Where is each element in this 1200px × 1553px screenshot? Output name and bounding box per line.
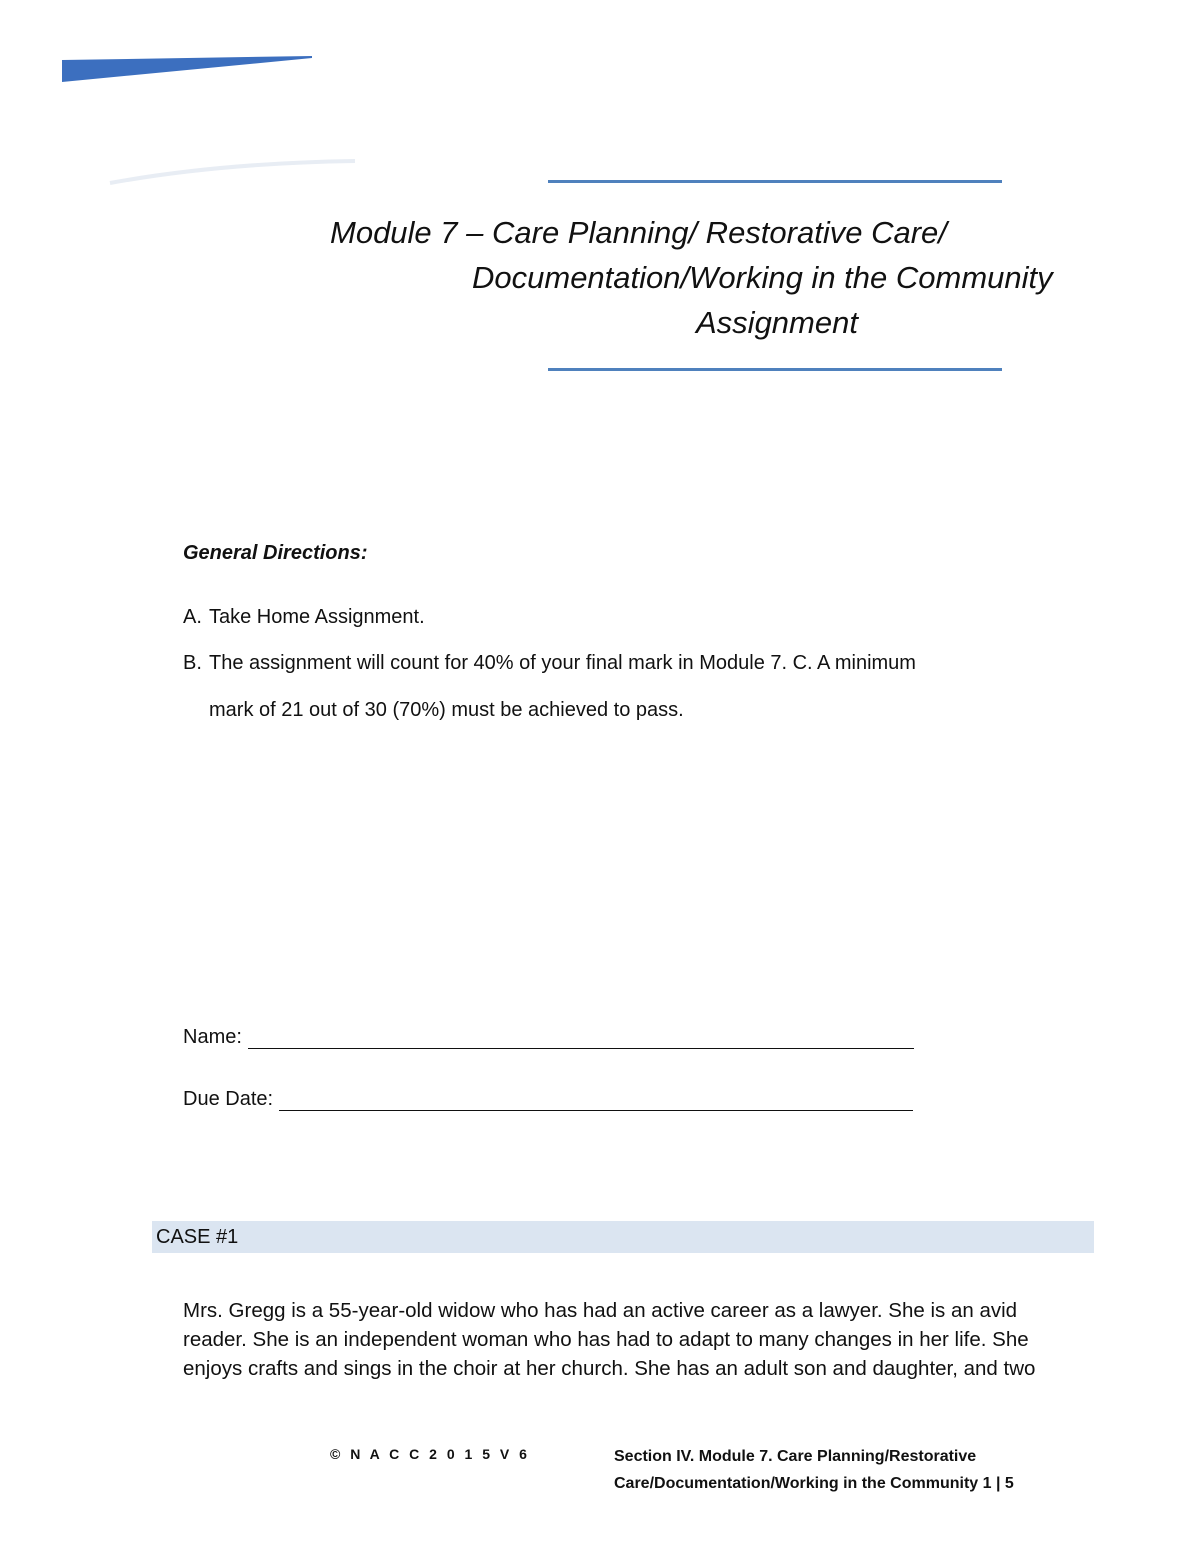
direction-a-text: Take Home Assignment.: [209, 606, 425, 628]
footer-section-info: [614, 1443, 1014, 1497]
due-date-label: Due Date:: [183, 1088, 274, 1110]
due-date-blank-line[interactable]: [279, 1088, 913, 1111]
case-line: enjoys crafts and sings in the choir at her church. She has an adult son and daughter, and two: [183, 1357, 1036, 1380]
direction-item-a: [183, 606, 425, 629]
direction-a-marker: A.: [183, 606, 202, 628]
direction-item-b: [183, 652, 916, 675]
direction-b-continuation: mark of 21 out of 30 (70%) must be achieved to pass.: [209, 699, 684, 721]
name-label: Name:: [183, 1026, 242, 1048]
case-heading: CASE #1: [156, 1226, 239, 1248]
document-title: [300, 210, 1180, 345]
footer-section-line-1: Section IV. Module 7. Care Planning/Restorative: [614, 1448, 977, 1465]
name-field-row: [183, 1026, 914, 1049]
case-description: [183, 1296, 1083, 1383]
general-directions-heading: General Directions:: [183, 542, 368, 564]
case-line: reader. She is an independent woman who has had to adapt to many changes in her life. She: [183, 1328, 1029, 1351]
title-line-3: Assignment: [696, 305, 858, 340]
logo-faint-swoosh: [100, 155, 360, 187]
footer-copyright: © N A C C 2 0 1 5 V 6: [330, 1446, 530, 1462]
footer-section-line-2: Care/Documentation/Working in the Community 1 | 5: [614, 1475, 1014, 1492]
title-line-2: Documentation/Working in the Community: [472, 260, 1053, 295]
due-date-field-row: [183, 1088, 913, 1111]
logo-stripe-graphic: [62, 56, 312, 84]
title-top-rule: [548, 180, 1002, 183]
direction-b-marker: B.: [183, 652, 202, 674]
title-line-1: Module 7 – Care Planning/ Restorative Care/: [330, 215, 947, 250]
direction-b-text: The assignment will count for 40% of your final mark in Module 7. C. A minimum: [209, 652, 916, 674]
title-bottom-rule: [548, 368, 1002, 371]
name-blank-line[interactable]: [248, 1026, 914, 1049]
case-heading-bar: [152, 1221, 1094, 1253]
case-line: Mrs. Gregg is a 55-year-old widow who has had an active career as a lawyer. She is an avid: [183, 1299, 1018, 1322]
